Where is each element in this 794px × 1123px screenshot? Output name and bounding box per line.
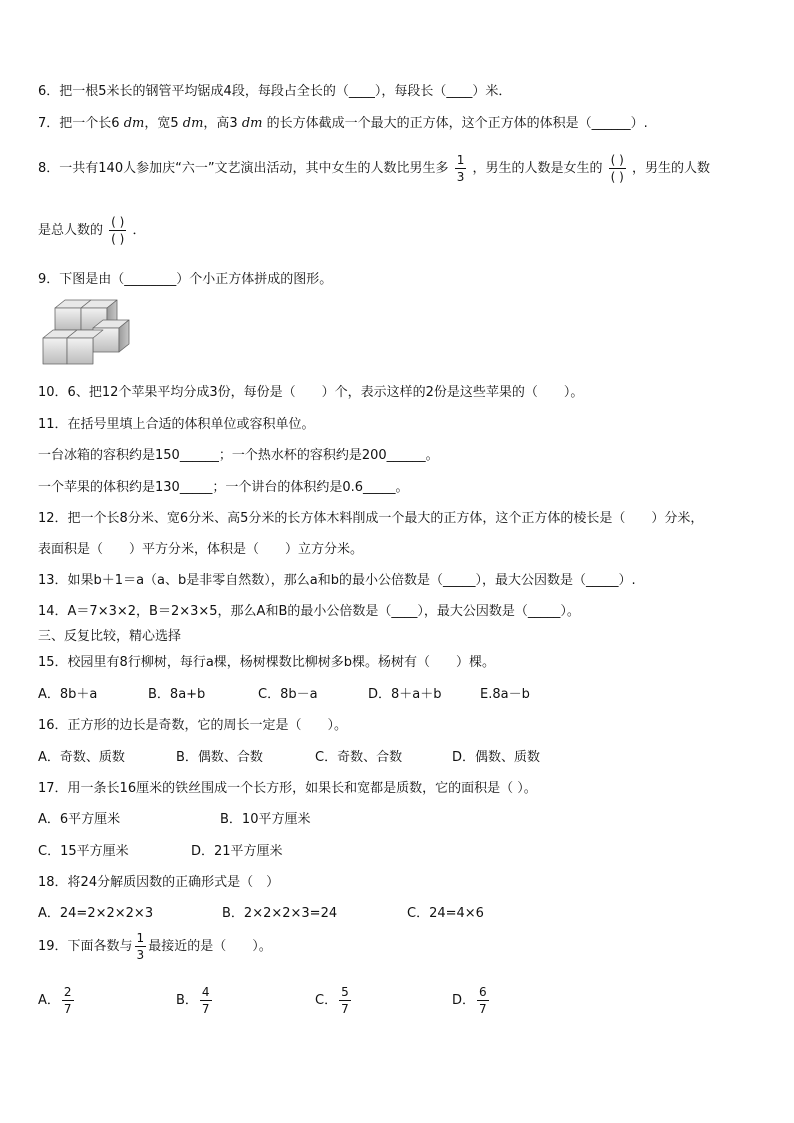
q8-text-d: 是总人数的 xyxy=(38,223,104,238)
q18-option-b: B．2×2×2×3=24 xyxy=(222,906,338,921)
q19-option-b xyxy=(176,984,214,1018)
numerator: ( ) xyxy=(610,153,624,167)
numerator: 4 xyxy=(201,985,210,999)
fraction-blank xyxy=(609,153,626,184)
cubes-figure xyxy=(41,298,133,368)
question-15: 15．校园里有8行柳树，每行a棵，杨树棵数比柳树多b棵。杨树有（ ）棵。 xyxy=(38,655,496,670)
q16-option-c: C．奇数、合数 xyxy=(315,750,403,765)
question-10: 10．6、把12个苹果平均分成3份，每份是（ ）个，表示这样的2份是这些苹果的（ ）。 xyxy=(38,385,584,400)
question-18: 18．将24分解质因数的正确形式是（ ） xyxy=(38,875,280,890)
q18-option-a: A．24=2×2×2×3 xyxy=(38,906,154,921)
option-fraction xyxy=(339,985,351,1016)
q15-option-a: A．8b＋a xyxy=(38,687,98,702)
fraction-blank xyxy=(109,215,126,246)
q16-option-b: B．偶数、合数 xyxy=(176,750,263,765)
option-label: C． xyxy=(315,993,338,1008)
q19-text-b: 最接近的是（ ）。 xyxy=(148,939,272,954)
q7-text-b: ，宽5 xyxy=(144,116,183,131)
denominator: 3 xyxy=(136,948,145,962)
denominator: 3 xyxy=(456,170,465,184)
denominator: 7 xyxy=(63,1002,72,1016)
q19-option-c xyxy=(315,984,353,1018)
q7-text-d: 的长方体截成一个最大的正方体，这个正方体的体积是（______）. xyxy=(262,116,648,131)
question-11-part-b: 一个苹果的体积约是130_____；一个讲台的体积约是0.6_____。 xyxy=(38,480,409,495)
q8-text-c: ，男生的人数 xyxy=(631,161,710,176)
q19-text-a: 19．下面各数与 xyxy=(38,939,133,954)
question-17: 17．用一条长16厘米的铁丝围成一个长方形，如果长和宽都是质数，它的面积是（ ）。 xyxy=(38,781,537,796)
q19-option-d xyxy=(452,984,491,1018)
q18-option-c: C．24=4×6 xyxy=(407,906,484,921)
q15-option-d: D．8＋a＋b xyxy=(368,687,442,702)
denominator: 7 xyxy=(201,1002,210,1016)
q7-text-a: 7．把一个长6 xyxy=(38,116,124,131)
q16-option-d: D．偶数、质数 xyxy=(452,750,541,765)
option-fraction xyxy=(62,985,74,1016)
question-14: 14．A＝7×3×2，B＝2×3×5，那么A和B的最小公倍数是（____），最大公因数是（_____）。 xyxy=(38,604,580,619)
q15-option-e: E.8a－b xyxy=(480,687,530,702)
question-11-part-a: 一台冰箱的容积约是150______；一个热水杯的容积约是200______。 xyxy=(38,448,439,463)
q8-text-e: ． xyxy=(132,223,146,238)
option-label: B． xyxy=(176,993,198,1008)
question-11: 11．在括号里填上合适的体积单位或容积单位。 xyxy=(38,417,315,432)
denominator: 7 xyxy=(479,1002,487,1016)
numerator: 6 xyxy=(479,985,487,999)
q17-option-a: A．6平方厘米 xyxy=(38,812,121,827)
fraction-one-third xyxy=(455,153,467,184)
question-12: 12．把一个长8分米、宽6分米、高5分米的长方体木料削成一个最大的正方体，这个正方体的棱长是（ ）分米， xyxy=(38,511,704,526)
question-16: 16．正方形的边长是奇数，它的周长一定是（ ）。 xyxy=(38,718,348,733)
q8-text-a: 8．一共有140人参加庆“六一”文艺演出活动，其中女生的人数比男生多 xyxy=(38,161,449,176)
numerator: 1 xyxy=(136,931,145,945)
q17-option-b: B．10平方厘米 xyxy=(220,812,311,827)
unit-dm: dm xyxy=(182,116,204,131)
numerator: 5 xyxy=(341,985,349,999)
question-13: 13．如果b＋1＝a（a、b是非零自然数），那么a和b的最小公倍数是（_____），最大公因数是（_____）. xyxy=(38,573,636,588)
numerator: 1 xyxy=(456,153,465,167)
q16-option-a: A．奇数、质数 xyxy=(38,750,125,765)
question-7 xyxy=(38,116,648,132)
q17-option-c: C．15平方厘米 xyxy=(38,844,129,859)
section-heading-3: 三、反复比较，精心选择 xyxy=(38,629,182,644)
question-9: 9．下图是由（________）个小正方体拼成的图形。 xyxy=(38,272,333,287)
q8-text-b: ，男生的人数是女生的 xyxy=(472,161,603,176)
denominator: ( ) xyxy=(111,232,125,246)
q15-option-c: C．8b－a xyxy=(258,687,318,702)
denominator: ( ) xyxy=(610,170,624,184)
question-8-continued xyxy=(38,214,146,248)
q17-option-d: D．21平方厘米 xyxy=(191,844,283,859)
denominator: 7 xyxy=(341,1002,349,1016)
fraction-one-third xyxy=(135,931,147,962)
q7-text-c: ，高3 xyxy=(203,116,242,131)
numerator: 2 xyxy=(63,985,72,999)
q15-option-b: B．8a+b xyxy=(148,687,206,702)
unit-dm: dm xyxy=(241,116,263,131)
question-12-continued: 表面积是（ ）平方分米，体积是（ ）立方分米。 xyxy=(38,542,364,557)
option-label: A． xyxy=(38,993,60,1008)
q19-option-a xyxy=(38,984,76,1018)
option-label: D． xyxy=(452,993,476,1008)
unit-dm: dm xyxy=(123,116,145,131)
option-fraction xyxy=(477,985,489,1016)
question-6: 6．把一根5米长的钢管平均锯成4段，每段占全长的（____），每段长（____）米． xyxy=(38,84,512,99)
numerator: ( ) xyxy=(111,215,125,229)
option-fraction xyxy=(200,985,212,1016)
question-8 xyxy=(38,152,710,186)
question-19 xyxy=(38,930,272,964)
